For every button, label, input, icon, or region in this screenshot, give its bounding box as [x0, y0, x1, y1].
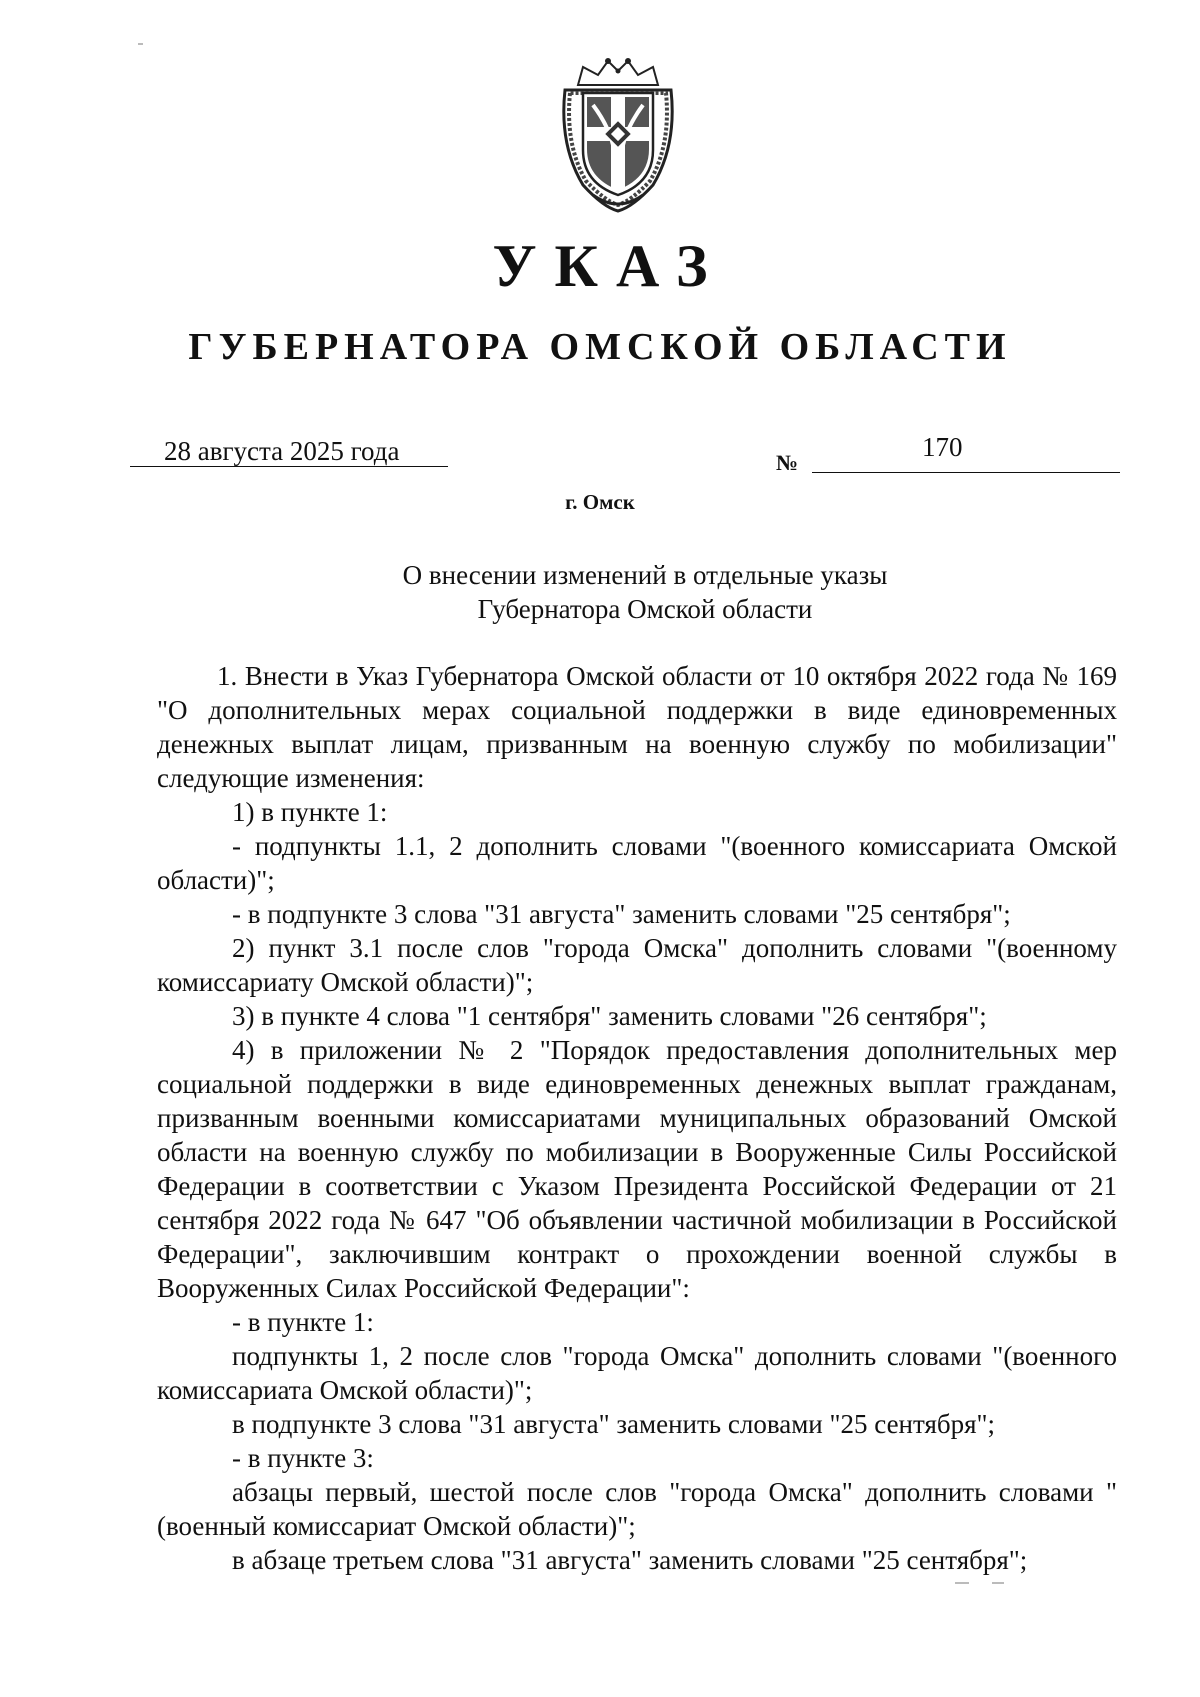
- decree-title: УКАЗ: [492, 233, 726, 299]
- paragraph: 1) в пункте 1:: [232, 797, 388, 827]
- scan-artifact: [138, 43, 143, 45]
- paragraph: 2) пункт 3.1 после слов "города Омска" дополнить словами "(военному комиссариату Омской области)";: [157, 933, 1117, 997]
- decree-number-field: [776, 432, 1120, 476]
- document-heading: [0, 558, 1200, 626]
- paragraph: - в пункте 1:: [232, 1307, 374, 1337]
- paragraph: 1. Внести в Указ Губернатора Омской области от 10 октября 2022 года № 169 "О дополнительных мерах социальной поддержки в виде единовременных денежных выплат лицам, призванным на военную службу по мобилизации" следующие изменения:: [157, 661, 1117, 793]
- decree-issuer: ГУБЕРНАТОРА ОМСКОЙ ОБЛАСТИ: [188, 326, 1012, 368]
- decree-number: 170: [922, 432, 963, 462]
- number-sign: №: [776, 450, 799, 475]
- heading-line: О внесении изменений в отдельные указы: [402, 560, 888, 590]
- paragraph: - в подпункте 3 слова "31 августа" заменить словами "25 сентября";: [232, 899, 1011, 929]
- paragraph: в абзаце третьем слова "31 августа" заменить словами "25 сентября";: [232, 1545, 1028, 1575]
- paragraph: абзацы первый, шестой после слов "города Омска" дополнить словами "(военный комиссариат Омской области)";: [157, 1477, 1117, 1541]
- decree-city: г. Омск: [565, 490, 635, 514]
- number-underline: [812, 472, 1120, 473]
- paragraph: - в пункте 3:: [232, 1443, 374, 1473]
- paragraph: в подпункте 3 слова "31 августа" заменить словами "25 сентября";: [232, 1409, 996, 1439]
- document-body: [157, 659, 1117, 1577]
- paragraph: 3) в пункте 4 слова "1 сентября" заменить словами "26 сентября";: [232, 1001, 987, 1031]
- decree-date: 28 августа 2025 года: [164, 436, 400, 466]
- coat-of-arms-emblem: [553, 55, 683, 215]
- paragraph: 4) в приложении № 2 "Порядок предоставления дополнительных мер социальной поддержки в виде единовременных денежных выплат гражданам, призванным военными комиссариатами муниципальных образований Омской области на военную службу по мобилизации в Вооруженные Силы Российской Федерации в соответствии с Указом Президента Российской Федерации от 21 сентября 2022 года № 647 "Об объявлении частичной мобилизации в Российской Федерации", заключившим контракт о прохождении военной службы в Вооруженных Силах Российской Федерации":: [157, 1035, 1117, 1303]
- paragraph: - подпункты 1.1, 2 дополнить словами "(военного комиссариата Омской области)";: [157, 831, 1117, 895]
- decree-date-field: [130, 432, 448, 467]
- heading-line: Губернатора Омской области: [477, 594, 813, 624]
- scan-artifact: [992, 1582, 1004, 1584]
- scan-artifact: [955, 1582, 969, 1584]
- paragraph: подпункты 1, 2 после слов "города Омска" дополнить словами "(военного комиссариата Омской области)";: [157, 1341, 1117, 1405]
